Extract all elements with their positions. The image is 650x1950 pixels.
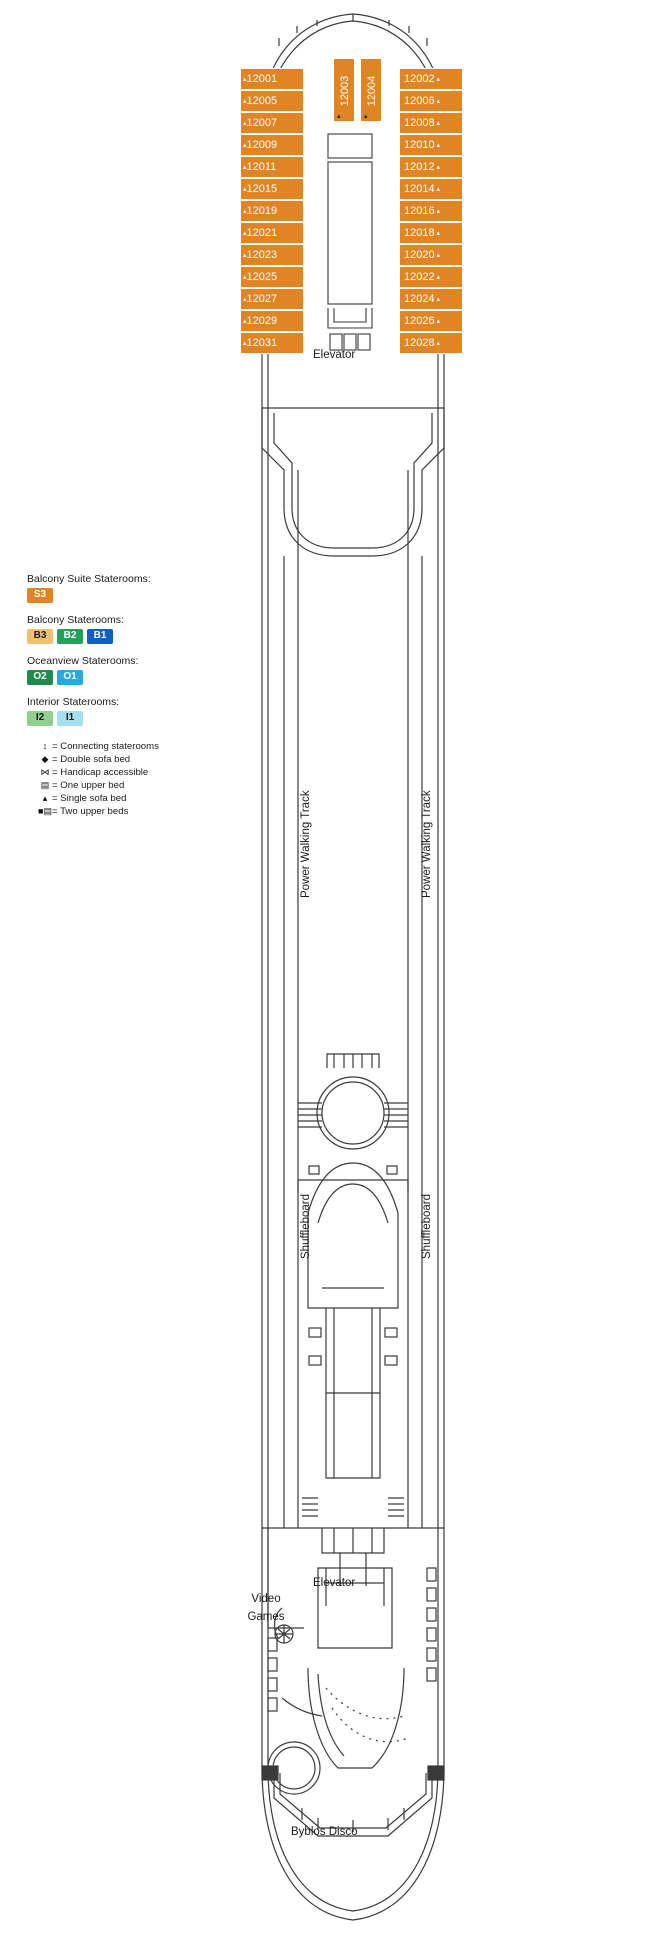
- cabin-12011[interactable]: ▴12011: [240, 156, 304, 178]
- single-sofa-bed-icon: ▴: [243, 186, 247, 193]
- cabin-12008[interactable]: 12008 ▴: [399, 112, 463, 134]
- two-upper-beds-icon: ■▤: [38, 806, 52, 816]
- legend-symbol-handicap: [38, 766, 207, 779]
- cabin-12029[interactable]: ▴12029: [240, 310, 304, 332]
- single-sofa-bed-icon: ▴: [434, 120, 441, 127]
- legend-symbols: [38, 740, 207, 818]
- single-sofa-bed-icon: ▴: [243, 142, 247, 149]
- legend-group-title: Oceanview Staterooms:: [27, 655, 139, 667]
- cabin-12016[interactable]: 12016 ▴: [399, 200, 463, 222]
- forward-stair-core: [320, 132, 380, 362]
- legend-symbol-double-sofa-bed: [38, 753, 207, 766]
- category-chip-b2[interactable]: B2: [57, 629, 83, 644]
- single-sofa-bed-icon: ▴: [434, 164, 441, 171]
- legend-group-title: Balcony Suite Staterooms:: [27, 573, 151, 585]
- single-sofa-bed-icon: ▴: [243, 164, 247, 171]
- single-sofa-bed-icon: ▴: [243, 98, 247, 105]
- legend-symbol-single-sofa-bed: [38, 792, 207, 805]
- one-upper-bed-icon: ▤: [40, 780, 50, 790]
- double-sofa-bed-icon: ◆: [41, 754, 49, 764]
- category-chip-s3[interactable]: S3: [27, 588, 53, 603]
- cabin-12009[interactable]: ▴12009: [240, 134, 304, 156]
- cabin-12004[interactable]: 12004: [360, 58, 382, 122]
- legend: [27, 573, 207, 818]
- legend-group-oceanview: [27, 655, 207, 685]
- chip-row: [27, 588, 207, 603]
- single-sofa-bed-icon: ▴: [243, 230, 247, 237]
- single-sofa-bed-icon: ▴: [434, 340, 441, 347]
- single-sofa-bed-icon: ▴: [434, 142, 441, 149]
- cabin-12028[interactable]: 12028 ▴: [399, 332, 463, 354]
- video-games-label-line1: Video: [251, 1593, 281, 1605]
- cabin-12021[interactable]: ▴12021: [240, 222, 304, 244]
- cabin-12003[interactable]: 12003: [333, 58, 355, 122]
- single-sofa-bed-icon: ▴: [434, 318, 441, 325]
- cabin-12025[interactable]: ▴12025: [240, 266, 304, 288]
- video-games-label-line2: Games: [247, 1611, 285, 1623]
- cabin-12005[interactable]: ▴12005: [240, 90, 304, 112]
- single-sofa-bed-icon: ▴: [243, 76, 247, 83]
- single-sofa-bed-icon: ▴: [42, 793, 48, 803]
- cabin-12020[interactable]: 12020 ▴: [399, 244, 463, 266]
- legend-symbol-label: = Double sofa bed: [52, 754, 131, 765]
- cabin-12019[interactable]: ▴12019: [240, 200, 304, 222]
- category-chip-o1[interactable]: O1: [57, 670, 83, 685]
- single-sofa-bed-icon: ▴: [243, 296, 247, 303]
- single-sofa-bed-icon: ▴: [434, 230, 441, 237]
- category-chip-i2[interactable]: I2: [27, 711, 53, 726]
- legend-group-balcony: [27, 614, 207, 644]
- legend-group-balcony-suite: [27, 573, 207, 603]
- legend-symbol-label: = Handicap accessible: [52, 767, 149, 778]
- category-chip-b3[interactable]: B3: [27, 629, 53, 644]
- shuffleboard-port-label: Shuffleboard: [300, 1193, 312, 1259]
- byblos-disco-label: Byblos Disco: [291, 1826, 358, 1838]
- cabin-12012[interactable]: 12012 ▴: [399, 156, 463, 178]
- legend-symbol-one-upper-bed: [38, 779, 207, 792]
- single-sofa-bed-icon: ▴: [243, 252, 247, 259]
- single-sofa-bed-icon: ▴: [243, 208, 247, 215]
- cabin-12026[interactable]: 12026 ▴: [399, 310, 463, 332]
- single-sofa-bed-icon: ▴: [434, 274, 441, 281]
- legend-symbol-connecting: [38, 740, 207, 753]
- legend-symbol-label: = Connecting staterooms: [52, 741, 159, 752]
- cabin-12007[interactable]: ▴12007: [240, 112, 304, 134]
- single-sofa-bed-icon: ▴: [337, 113, 341, 120]
- legend-symbol-label: = Two upper beds: [52, 806, 129, 817]
- single-sofa-bed-icon: ▴: [243, 318, 247, 325]
- power-walking-track-port-label: Power Walking Track: [300, 790, 312, 898]
- cabin-12010[interactable]: 12010 ▴: [399, 134, 463, 156]
- chip-row: [27, 670, 207, 685]
- single-sofa-bed-icon: ▴: [434, 252, 441, 259]
- cabin-12022[interactable]: 12022 ▴: [399, 266, 463, 288]
- single-sofa-bed-icon: ▴: [434, 296, 441, 303]
- cabin-12002[interactable]: 12002 ▴: [399, 68, 463, 90]
- single-sofa-bed-icon: ▴: [434, 98, 441, 105]
- single-sofa-bed-icon: ▴: [434, 186, 441, 193]
- single-sofa-bed-icon: ▴: [243, 120, 247, 127]
- elevator-label-forward: Elevator: [313, 349, 356, 361]
- cabin-12015[interactable]: ▴12015: [240, 178, 304, 200]
- single-sofa-bed-icon: ▴: [434, 76, 441, 83]
- legend-symbol-two-upper-beds: [38, 805, 207, 818]
- cabin-12018[interactable]: 12018 ▴: [399, 222, 463, 244]
- shuffleboard-starboard-label: Shuffleboard: [421, 1193, 433, 1259]
- category-chip-i1[interactable]: I1: [57, 711, 83, 726]
- cabin-12023[interactable]: ▴12023: [240, 244, 304, 266]
- category-chip-o2[interactable]: O2: [27, 670, 53, 685]
- chip-row: [27, 629, 207, 644]
- connecting-icon: ↕: [42, 741, 48, 751]
- cabin-12027[interactable]: ▴12027: [240, 288, 304, 310]
- single-sofa-bed-icon: ▴: [243, 340, 247, 347]
- category-chip-b1[interactable]: B1: [87, 629, 113, 644]
- legend-symbol-label: = One upper bed: [52, 780, 125, 791]
- handicap-icon: ⋈: [40, 767, 50, 777]
- cabin-12014[interactable]: 12014 ▴: [399, 178, 463, 200]
- single-sofa-bed-icon: ▴: [434, 208, 441, 215]
- power-walking-track-starboard-label: Power Walking Track: [421, 790, 433, 898]
- cabin-12001[interactable]: ▴12001: [240, 68, 304, 90]
- single-sofa-bed-icon: ▴: [243, 274, 247, 281]
- elevator-label-aft: Elevator: [313, 1577, 356, 1589]
- cabin-12024[interactable]: 12024 ▴: [399, 288, 463, 310]
- cabin-12006[interactable]: 12006 ▴: [399, 90, 463, 112]
- cabin-12031[interactable]: ▴12031: [240, 332, 304, 354]
- legend-symbol-label: = Single sofa bed: [52, 793, 127, 804]
- legend-group-title: Balcony Staterooms:: [27, 614, 124, 626]
- single-sofa-bed-icon: ▴: [364, 113, 368, 120]
- chip-row: [27, 711, 207, 726]
- legend-group-title: Interior Staterooms:: [27, 696, 120, 708]
- legend-group-interior: [27, 696, 207, 726]
